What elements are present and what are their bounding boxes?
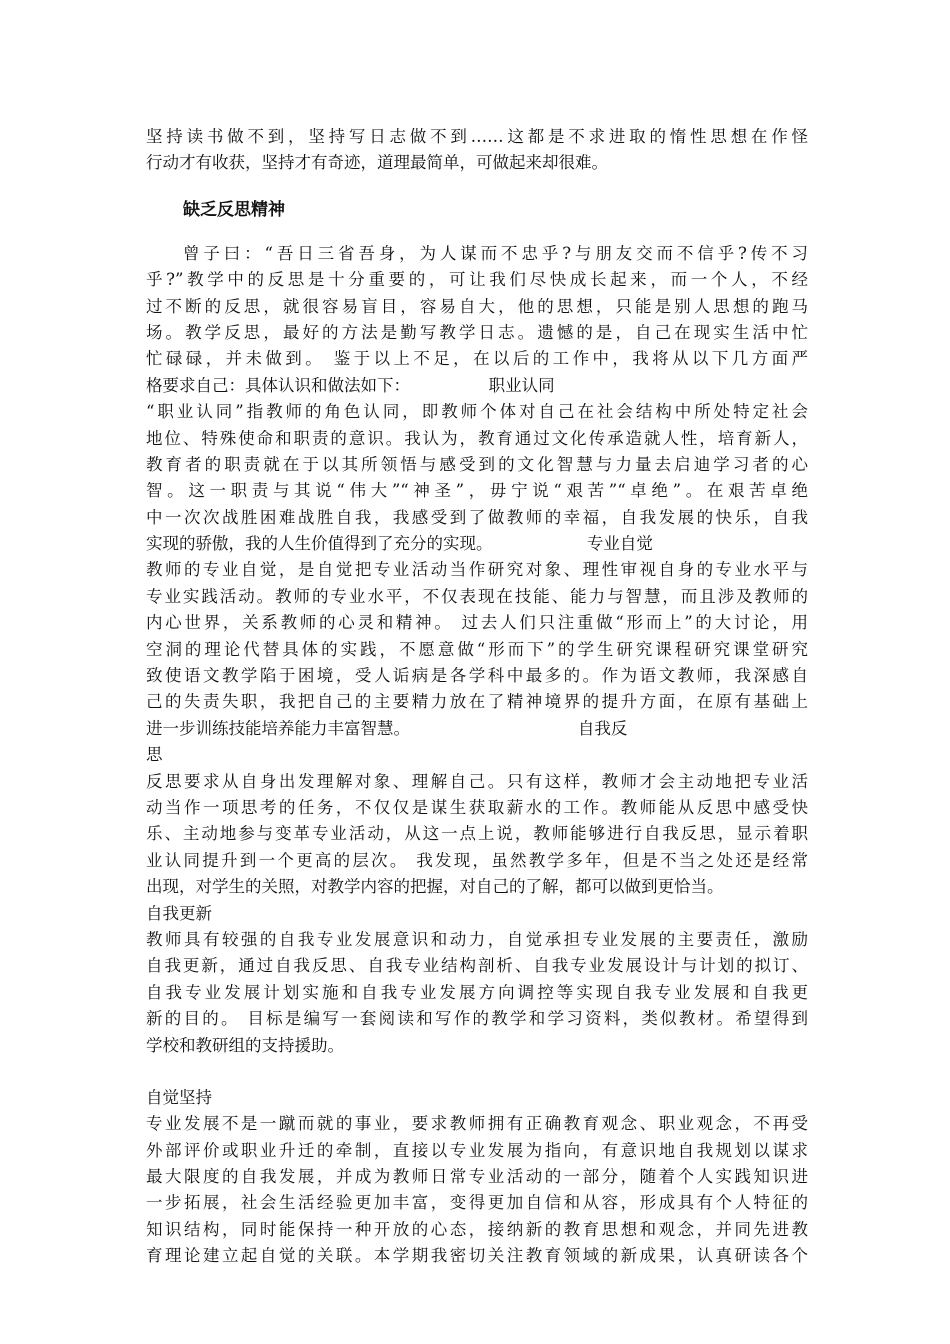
text-line: 行动才有收获，坚持才有奇迹，道理最简单，可做起来却很难。 xyxy=(146,153,608,173)
text-line: 乎?”教学中的反思是十分重要的，可让我们尽快成长起来，而一个人，不经 xyxy=(146,270,808,290)
section-heading: 缺乏反思精神 xyxy=(183,199,285,220)
text-line: 过不断的反思，就很容易盲目，容易自大，他的思想，只能是别人思想的跑马 xyxy=(146,296,808,316)
text-line: 业认同提升到一个更高的层次。 我发现，虽然教学多年，但是不当之处还是经常 xyxy=(146,850,808,870)
text-line: 自我专业发展计划实施和自我专业发展方向调控等实现自我专业发展和自我更 xyxy=(146,982,808,1002)
text-line: 场。教学反思，最好的方法是勤写教学日志。遗憾的是，自己在现实生活中忙 xyxy=(146,322,808,342)
text-line: 忙碌碌，并未做到。 鉴于以上不足，在以后的工作中，我将从以下几方面严 xyxy=(146,349,808,369)
text-line: 专业发展不是一蹴而就的事业，要求教师拥有正确教育观念、职业观念，不再受 xyxy=(146,1114,808,1134)
text-line: 新的目的。 目标是编写一套阅读和写作的教学和学习资料，类似教材。希望得到 xyxy=(146,1009,808,1029)
text-line: 地位、特殊使命和职责的意识。我认为，教育通过文化传承造就人性，培育新人， xyxy=(146,428,808,448)
text-line: 己的失责失职，我把自己的主要精力放在了精神境界的提升方面，在原有基础上 xyxy=(146,692,808,712)
text-line: 格要求自己：具体认识和做法如下： 职业认同 xyxy=(146,375,555,395)
text-line: 进一步训练技能培养能力丰富智慧。 自我反 xyxy=(146,718,628,738)
text-line: 内心世界，关系教师的心灵和精神。 过去人们只注重做“形而上”的大讨论，用 xyxy=(146,613,808,633)
text-line: 致使语文教学陷于困境，受人诟病是各学科中最多的。作为语文教师，我深感自 xyxy=(146,666,808,686)
text-line: 知识结构，同时能保持一种开放的心态，接纳新的教育思想和观念，并同先进教 xyxy=(146,1219,808,1239)
text-line: 育理论建立起自觉的关联。本学期我密切关注教育领域的新成果，认真研读各个 xyxy=(146,1246,808,1266)
text-line: 学校和教研组的支持援助。 xyxy=(146,1035,344,1055)
document-page xyxy=(146,124,808,1270)
text-line: 思 xyxy=(146,745,163,765)
text-line: 反思要求从自身出发理解对象、理解自己。只有这样，教师才会主动地把专业活 xyxy=(146,771,808,791)
text-line: 最大限度的自我发展，并成为教师日常专业活动的一部分，随着个人实践知识进 xyxy=(146,1167,808,1187)
text-line: 专业实践活动。教师的专业水平，不仅表现在技能、能力与智慧，而且涉及教师的 xyxy=(146,586,808,606)
text-line: “职业认同”指教师的角色认同，即教师个体对自己在社会结构中所处特定社会 xyxy=(146,402,808,422)
text-line: 实现的骄傲，我的人生价值得到了充分的实现。 专业自觉 xyxy=(146,534,653,554)
text-line: 教育者的职责就在于以其所领悟与感受到的文化智慧与力量去启迪学习者的心 xyxy=(146,454,808,474)
text-line: 坚持读书做不到，坚持写日志做不到……这都是不求进取的惰性思想在作怪 xyxy=(146,127,808,146)
text-line: 自我更新，通过自我反思、自我专业结构剖析、自我专业发展设计与计划的拟订、 xyxy=(146,956,808,976)
text-line: 自觉坚持 xyxy=(146,1087,212,1107)
text-line: 教师具有较强的自我专业发展意识和动力，自觉承担专业发展的主要责任，激励 xyxy=(146,929,808,949)
paragraph-gap xyxy=(146,1059,808,1085)
intro-paragraph xyxy=(146,124,808,177)
text-line: 曾子曰：“吾日三省吾身，为人谋而不忠乎?与朋友交而不信乎?传不习 xyxy=(183,243,808,263)
text-line: 出现，对学生的关照，对教学内容的把握，对自己的了解，都可以做到更恰当。 xyxy=(146,877,724,897)
text-line: 教师的专业自觉，是自觉把专业活动当作研究对象、理性审视自身的专业水平与 xyxy=(146,560,808,580)
text-line: 空洞的理论代替具体的实践，不愿意做“形而下”的学生研究课程研究课堂研究 xyxy=(146,639,808,659)
body-text xyxy=(146,241,808,1059)
text-line: 中一次次战胜困难战胜自我，我感受到了做教师的幸福，自我发展的快乐，自我 xyxy=(146,507,808,527)
text-line: 自我更新 xyxy=(146,903,212,923)
text-line: 外部评价或职业升迁的牵制，直接以专业发展为指向，有意识地自我规划以谋求 xyxy=(146,1140,808,1160)
text-line: 动当作一项思考的任务，不仅仅是谋生获取薪水的工作。教师能从反思中感受快 xyxy=(146,797,808,817)
text-line: 一步拓展，社会生活经验更加丰富，变得更加自信和从容，形成具有个人特征的 xyxy=(146,1193,808,1213)
text-line: 智。这一职责与其说“伟大”“神圣”，毋宁说“艰苦”“卓绝”。在艰苦卓绝 xyxy=(146,481,808,501)
tail-text xyxy=(146,1085,808,1270)
text-line: 乐、主动地参与变革专业活动，从这一点上说，教师能够进行自我反思，显示着职 xyxy=(146,824,808,844)
